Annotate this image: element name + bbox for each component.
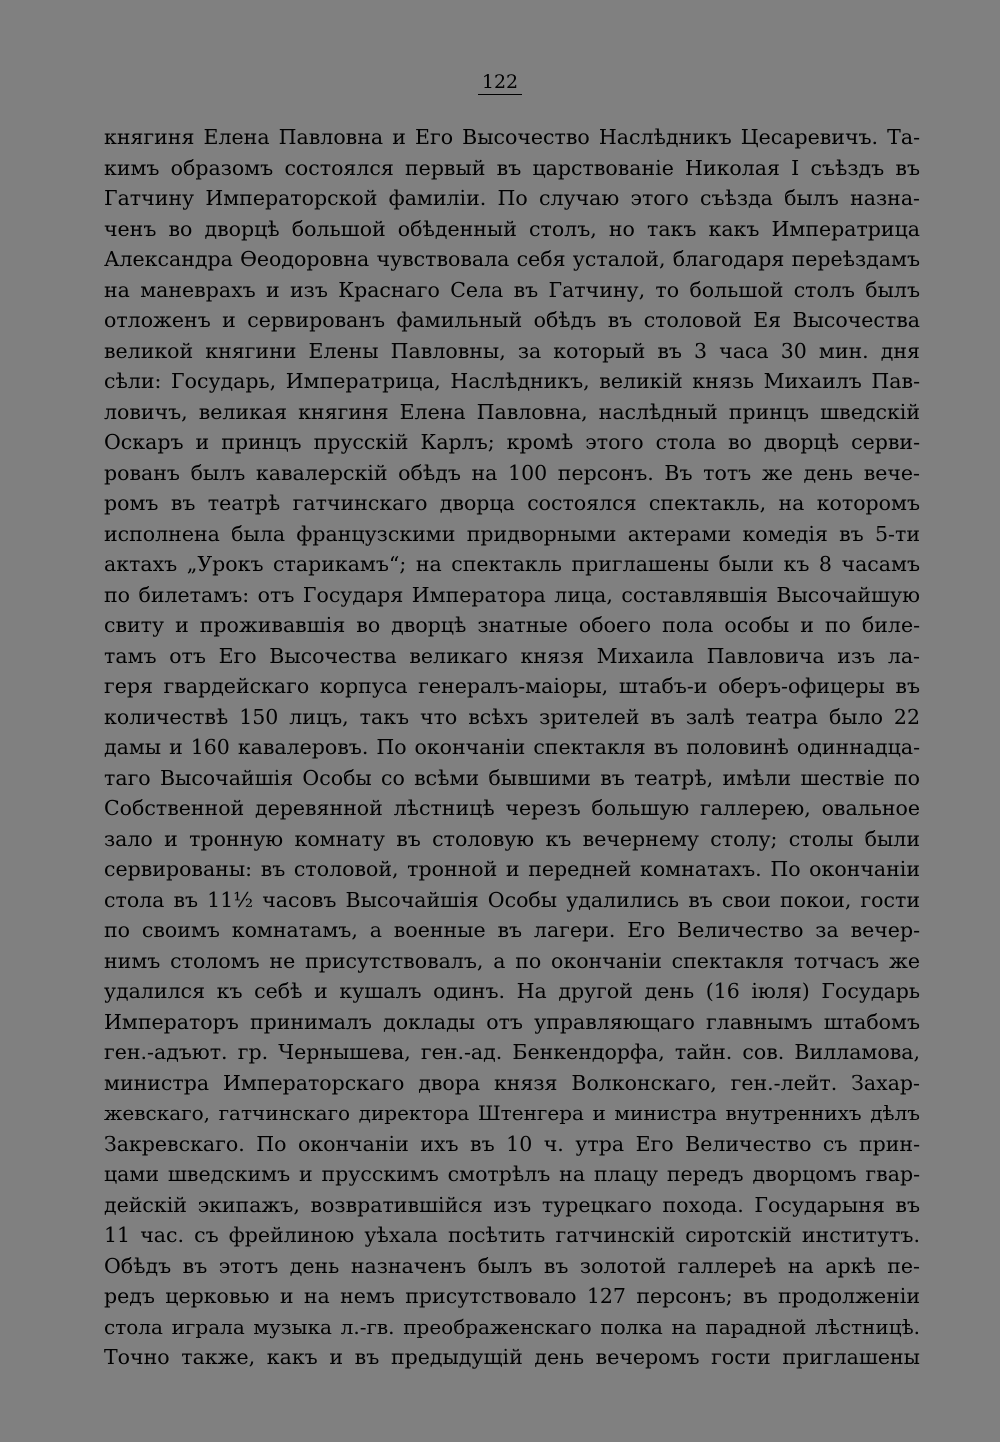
text-line: нимъ столомъ не присутствовалъ, а по окончаніи спектакля тотчасъ же xyxy=(104,948,920,973)
text-line: свиту и проживавшія во дворцѣ знатные обоего пола особы и по биле- xyxy=(104,613,920,637)
text-line: актахъ „Урокъ старикамъ“; на спектакль приглашены были къ 8 часамъ xyxy=(104,552,920,576)
text-line: на маневрахъ и изъ Краснаго Села въ Гатчину, то большой столъ былъ xyxy=(104,277,920,302)
text-line: по своимъ комнатамъ, а военные въ лагери. Его Величество за вечер- xyxy=(104,918,920,942)
text-line: сѣли: Государь, Императрица, Наслѣдникъ, великій князь Михаилъ Пав- xyxy=(104,369,920,393)
page-number-text: 122 xyxy=(478,70,522,95)
text-line: стола играла музыка л.-гв. преображенскаго полка на парадной лѣстницѣ. xyxy=(104,1314,920,1339)
text-line: министра Императорскаго двора князя Волконскаго, ген.-лейт. Захар- xyxy=(104,1070,920,1095)
text-line: Точно также, какъ и въ предыдущій день вечеромъ гости приглашены xyxy=(104,1345,920,1369)
page-number xyxy=(0,70,1000,95)
text-line: Императоръ принималъ доклады отъ управляющаго главнымъ штабомъ xyxy=(104,1009,920,1034)
text-line: зало и тронную комнату въ столовую къ вечернему столу; столы были xyxy=(104,826,920,851)
text-line: геря гвардейскаго корпуса генералъ-маіоры, штабъ-и оберъ-офицеры въ xyxy=(104,674,920,698)
text-line: рованъ былъ кавалерскій обѣдъ на 100 персонъ. Въ тотъ же день вече- xyxy=(104,460,920,485)
text-line: отложенъ и сервированъ фамильный обѣдъ въ столовой Ея Высочества xyxy=(104,308,920,332)
text-line: стола въ 11½ часовъ Высочайшія Особы удалились въ свои покои, гости xyxy=(104,887,920,912)
text-line: редъ церковью и на немъ присутствовало 127 персонъ; въ продолженіи xyxy=(104,1284,920,1308)
text-line: жевскаго, гатчинскаго директора Штенгера и министра внутреннихъ дѣлъ xyxy=(104,1101,920,1125)
text-line: по билетамъ: отъ Государя Императора лица, составлявшія Высочайшую xyxy=(104,582,920,607)
text-line: дамы и 160 кавалеровъ. По окончаніи спектакля въ половинѣ одиннадца- xyxy=(104,735,920,759)
text-line: ловичъ, великая княгиня Елена Павловна, наслѣдный принцъ шведскій xyxy=(104,399,920,424)
text-line: княгиня Елена Павловна и Его Высочество Наслѣдникъ Цесаревичъ. Та- xyxy=(104,125,920,149)
text-line: сервированы: въ столовой, тронной и передней комнатахъ. По окончаніи xyxy=(104,857,920,881)
text-line: великой княгини Елены Павловны, за который въ 3 часа 30 мин. дня xyxy=(104,338,920,363)
text-line: таго Высочайшія Особы со всѣми бывшими въ театрѣ, имѣли шествіе по xyxy=(104,765,920,790)
text-line: кимъ образомъ состоялся первый въ царствованіе Николая I съѣздъ въ xyxy=(104,155,920,180)
text-line: цами шведскимъ и прусскимъ смотрѣлъ на плацу передъ дворцомъ гвар- xyxy=(104,1162,920,1186)
text-line: исполнена была французскими придворными актерами комедія въ 5-ти xyxy=(104,521,920,546)
text-line: ченъ во дворцѣ большой обѣденный столъ, но такъ какъ Императрица xyxy=(104,216,920,241)
text-line: Гатчину Императорской фамиліи. По случаю этого съѣзда былъ назна- xyxy=(104,186,920,210)
text-line: удалился къ себѣ и кушалъ одинъ. На другой день (16 іюля) Государь xyxy=(104,979,920,1003)
text-line: Оскаръ и принцъ прусскій Карлъ; кромѣ этого стола во дворцѣ серви- xyxy=(104,430,920,454)
text-line: количествѣ 150 лицъ, такъ что всѣхъ зрителей въ залѣ театра было 22 xyxy=(104,704,920,729)
text-line: ромъ въ театрѣ гатчинскаго дворца состоялся спектакль, на которомъ xyxy=(104,491,920,515)
text-line: Александра Ѳеодоровна чувствовала себя усталой, благодаря переѣздамъ xyxy=(104,247,920,271)
text-line: тамъ отъ Его Высочества великаго князя Михаила Павловича изъ ла- xyxy=(104,643,920,668)
text-line: Закревскаго. По окончаніи ихъ въ 10 ч. утра Его Величество съ прин- xyxy=(104,1131,920,1156)
text-line: Обѣдъ въ этотъ день назначенъ былъ въ золотой галлереѣ на аркѣ пе- xyxy=(104,1253,920,1278)
text-line: Собственной деревянной лѣстницѣ черезъ большую галлерею, овальное xyxy=(104,796,920,820)
text-line: дейскій экипажъ, возвратившійся изъ турецкаго похода. Государыня въ xyxy=(104,1192,920,1217)
body-text xyxy=(104,122,920,1373)
text-line: ген.-адъют. гр. Чернышева, ген.-ад. Бенкендорфа, тайн. сов. Вилламова, xyxy=(104,1040,920,1064)
text-line: 11 час. съ фрейлиною уѣхала посѣтить гатчинскій сиротскій институтъ. xyxy=(104,1223,920,1247)
